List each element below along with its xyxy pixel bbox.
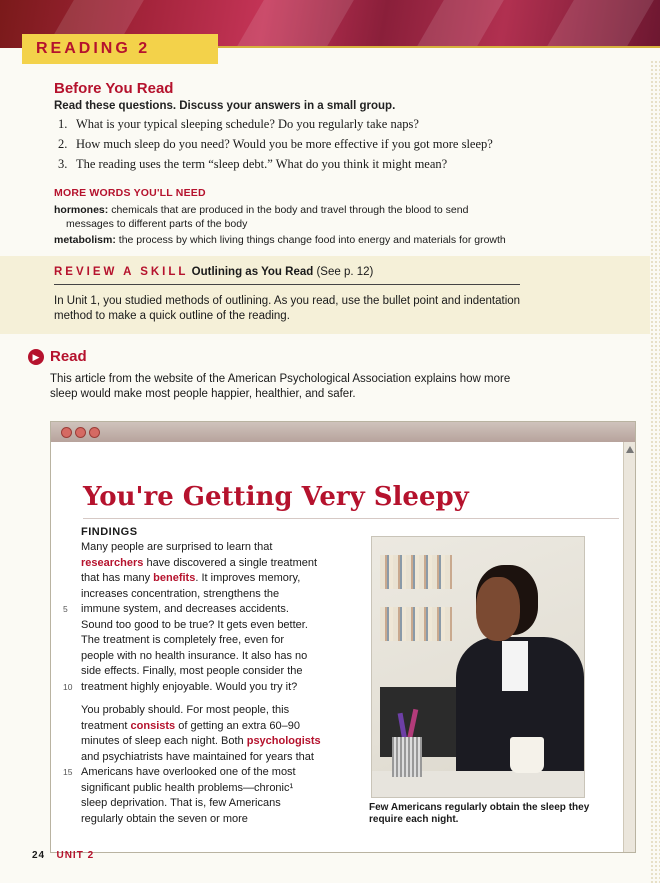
read-heading: Read [50, 348, 87, 365]
article-text: treatment highly enjoyable. Would you try it? [81, 680, 298, 693]
window-minimize-icon[interactable] [75, 427, 86, 438]
glossary-def: the process by which living things change food into energy and materials for growth [118, 234, 506, 246]
article-text: immune system, and decreases accidents. [81, 603, 289, 615]
article-line [81, 703, 343, 719]
header-rule [218, 46, 660, 48]
article-line [81, 571, 343, 587]
article-text: people with no health insurance. It also has no [81, 649, 308, 662]
article-body [63, 540, 343, 827]
question-item [58, 157, 618, 177]
photo-bookshelf [380, 555, 452, 589]
photo-caption: Few Americans regularly obtain the sleep they require each night. [369, 802, 590, 825]
article-text: The treatment is completely free, even for [81, 634, 284, 646]
glossary-def-cont: messages to different parts of the body [66, 218, 248, 230]
article-line [81, 812, 343, 828]
article-text: minutes of sleep each night. Both [81, 735, 247, 747]
reading-label: READING 2 [36, 40, 151, 57]
question-text: The reading uses the term “sleep debt.” What do you think it might mean? [76, 157, 448, 171]
article-text: You probably should. For most people, this [81, 704, 290, 716]
article-text: Sound too good to be true? It gets even better. [81, 618, 308, 631]
question-item [58, 137, 618, 157]
title-rule [83, 518, 619, 519]
article-line [81, 556, 343, 572]
review-skill-text: In Unit 1, you studied methods of outlining. As you read, use the bullet point and indentation method to make a quick outline of the reading. [54, 295, 521, 322]
article-line [81, 781, 343, 797]
read-intro: This article from the website of the American Psychological Association explains how more sleep would make most people happier, healthier, and safer. [50, 373, 511, 400]
window-scrollbar[interactable] [623, 442, 635, 852]
article-line [81, 618, 343, 634]
photo-pencil-cup [392, 737, 422, 777]
review-skill-ref[interactable]: (See p. 12) [316, 266, 374, 278]
question-number: 1. [58, 117, 68, 131]
review-skill-rule [54, 284, 520, 285]
article-text: and psychiatrists have maintained for years that [81, 750, 314, 763]
audio-icon[interactable]: ▶ [28, 349, 44, 365]
page-footer [32, 850, 94, 861]
question-item [58, 117, 618, 137]
article-text: increases concentration, strengthens the [81, 587, 280, 600]
photo-coffee-cup [510, 737, 544, 773]
before-you-read-instructions: Read these questions. Discuss your answers in a small group. [54, 100, 396, 112]
glossary-term: metabolism: [54, 234, 116, 246]
scroll-up-icon[interactable] [626, 446, 634, 453]
article-browser-window [50, 421, 636, 853]
vocab-keyword: researchers [81, 556, 144, 569]
question-number: 3. [58, 157, 68, 171]
window-title-bar [51, 422, 635, 442]
vocab-keyword: psychologists [246, 735, 321, 747]
article-text: have discovered a single treatment [143, 556, 318, 569]
photo-person-face [476, 577, 520, 641]
article-line [81, 750, 343, 766]
article-line [63, 680, 343, 696]
review-skill-name: Outlining as You Read [191, 266, 314, 278]
article-text: Many people are surprised to learn that [81, 541, 273, 553]
question-list [58, 117, 618, 177]
article-text: sleep deprivation. That is, few Americans [81, 797, 281, 809]
article-text: side effects. Finally, most people consider the [81, 665, 303, 677]
glossary-term: hormones: [54, 204, 109, 216]
article-line [81, 587, 343, 603]
reading-section-tab [22, 34, 218, 64]
window-close-icon[interactable] [61, 427, 72, 438]
article-line [63, 602, 343, 618]
question-text: How much sleep do you need? Would you be more effective if you got more sleep? [76, 137, 493, 151]
question-text: What is your typical sleeping schedule? Do you regularly take naps? [76, 117, 419, 131]
question-number: 2. [58, 137, 68, 151]
review-skill-title [54, 266, 373, 278]
more-words-heading: MORE WORDS YOU'LL NEED [54, 187, 206, 199]
glossary-def: chemicals that are produced in the body and travel through the blood to send [111, 204, 469, 216]
article-photo [371, 536, 585, 798]
article-text: Americans have overlooked one of the most [81, 766, 296, 778]
article-line [81, 734, 343, 750]
article-line [81, 649, 343, 665]
line-number: 5 [63, 604, 68, 614]
page-edge-pattern [650, 60, 660, 883]
article-text: regularly obtain the seven or more [81, 812, 248, 825]
before-you-read-heading: Before You Read [54, 80, 174, 97]
glossary-entry-metabolism [54, 233, 624, 247]
article-text: that has many [81, 572, 154, 584]
article-line [81, 540, 343, 556]
article-section-heading: FINDINGS [81, 526, 138, 538]
paragraph-gap [81, 695, 343, 703]
line-number: 15 [63, 767, 73, 777]
window-zoom-icon[interactable] [89, 427, 100, 438]
article-title: You're Getting Very Sleepy [83, 482, 469, 512]
article-line [81, 796, 343, 812]
article-line [81, 664, 343, 680]
article-line [81, 719, 343, 735]
review-skill-label: REVIEW A SKILL [54, 266, 189, 278]
page-number: 24 [32, 850, 46, 861]
photo-bookshelf [380, 607, 452, 641]
article-text: significant public health problems—chronic¹ [81, 781, 294, 794]
line-number: 10 [63, 681, 73, 692]
article-line [63, 765, 343, 781]
article-text: treatment [81, 719, 131, 732]
glossary-entry-hormones [54, 203, 624, 231]
vocab-keyword: consists [130, 719, 176, 732]
photo-collar [502, 641, 528, 691]
article-line [81, 633, 343, 649]
vocab-keyword: benefits [153, 572, 196, 584]
article-text: of getting an extra 60–90 [175, 719, 300, 732]
article-text: . It improves memory, [195, 572, 301, 584]
unit-label: UNIT 2 [56, 850, 95, 861]
